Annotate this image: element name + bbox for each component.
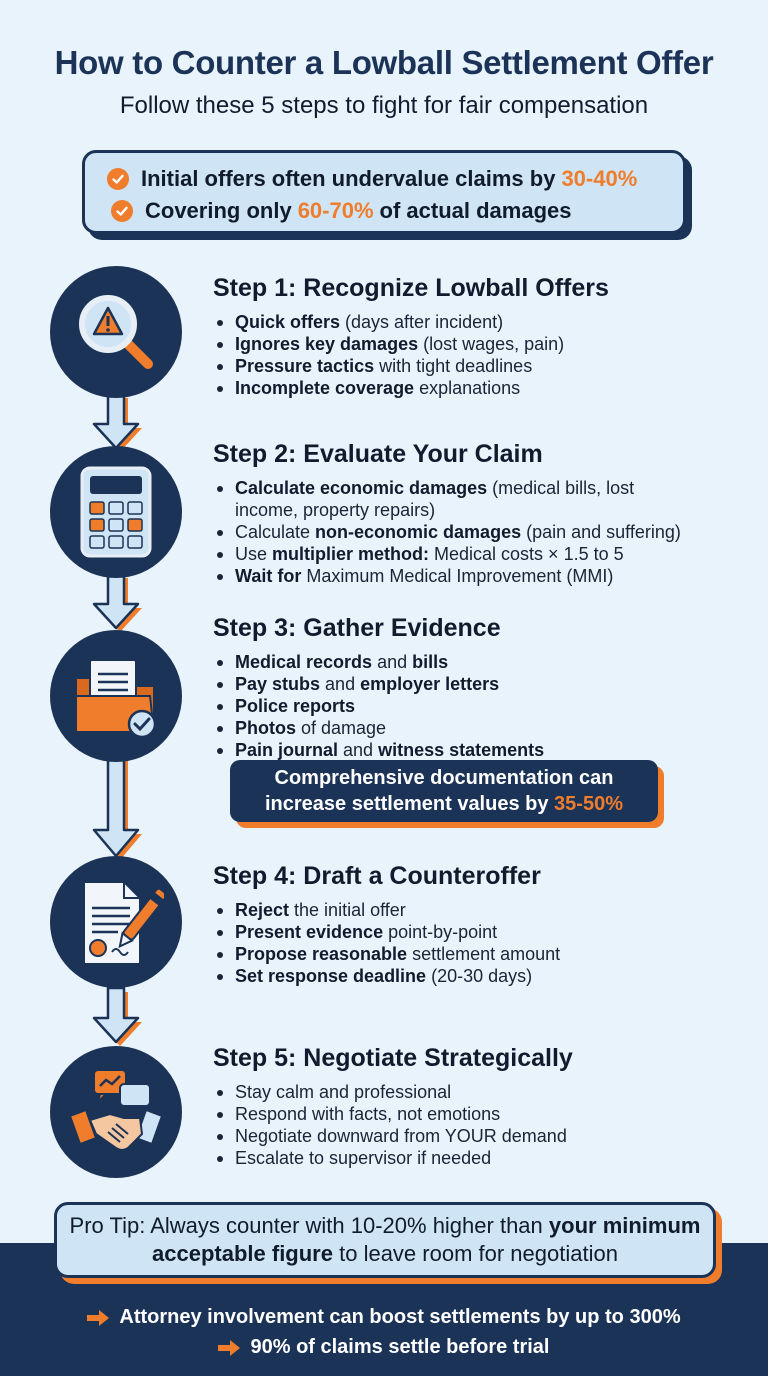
step-2-icon-circle	[50, 446, 182, 578]
step-4	[213, 862, 753, 987]
list-item: Use multiplier method: Medical costs × 1.5 to 5	[213, 543, 753, 565]
stat-line	[107, 195, 683, 227]
down-arrow-icon	[86, 570, 146, 634]
down-arrow-icon	[86, 752, 146, 862]
stat-line	[107, 163, 683, 195]
contract-pen-icon	[68, 874, 164, 970]
step-4-icon-circle	[50, 856, 182, 988]
step-3-icon-circle	[50, 630, 182, 762]
step-title: Step 2: Evaluate Your Claim	[213, 440, 543, 468]
calculator-icon	[76, 464, 156, 560]
step-title: Step 1: Recognize Lowball Offers	[213, 274, 609, 302]
stat-text: Covering only	[145, 198, 292, 223]
list-item: Incomplete coverage explanations	[213, 377, 753, 399]
right-arrow-icon	[87, 1310, 109, 1326]
list-item: Medical records and bills	[213, 651, 753, 673]
documentation-callout: Comprehensive documentation can increase settlement values by 35-50%	[230, 760, 658, 822]
stat-text: Initial offers often undervalue claims by	[141, 166, 556, 191]
list-item: Respond with facts, not emotions	[213, 1103, 753, 1125]
list-item: Wait for Maximum Medical Improvement (MMI)	[213, 565, 753, 587]
list-item: Present evidence point-by-point	[213, 921, 753, 943]
down-arrow-icon	[86, 390, 146, 454]
list-item: Pressure tactics with tight deadlines	[213, 355, 753, 377]
page-subtitle: Follow these 5 steps to fight for fair compensation	[119, 92, 649, 119]
statistics-box	[82, 150, 686, 234]
list-item: Pain journal and witness statements	[213, 739, 753, 761]
page-title: How to Counter a Lowball Settlement Offer	[54, 44, 714, 81]
footer-stat: Attorney involvement can boost settlements by up to 300%	[0, 1306, 768, 1329]
step-5	[213, 1044, 753, 1169]
list-item: Pay stubs and employer letters	[213, 673, 753, 695]
step-title: Step 4: Draft a Counteroffer	[213, 862, 541, 890]
step-3	[213, 614, 753, 761]
stat-text: of actual damages	[379, 198, 572, 223]
check-icon	[111, 200, 133, 222]
list-item: Ignores key damages (lost wages, pain)	[213, 333, 753, 355]
list-item: Propose reasonable settlement amount	[213, 943, 753, 965]
list-item: Reject the initial offer	[213, 899, 753, 921]
list-item: Set response deadline (20-30 days)	[213, 965, 753, 987]
list-item: Calculate non-economic damages (pain and suffering)	[213, 521, 753, 543]
check-icon	[107, 168, 129, 190]
magnifier-warning-icon	[68, 284, 164, 380]
step-2	[213, 440, 753, 587]
list-item: Calculate economic damages (medical bills, lost income, property repairs)	[213, 477, 683, 521]
list-item: Quick offers (days after incident)	[213, 311, 753, 333]
list-item: Police reports	[213, 695, 753, 717]
stat-highlight: 60-70%	[297, 198, 374, 223]
handshake-chat-icon	[66, 1064, 166, 1160]
list-item: Photos of damage	[213, 717, 753, 739]
step-1	[213, 274, 753, 399]
step-5-icon-circle	[50, 1046, 182, 1178]
document-folder-icon	[68, 648, 164, 744]
footer-stat: 90% of claims settle before trial	[0, 1336, 768, 1359]
down-arrow-icon	[86, 984, 146, 1048]
step-title: Step 3: Gather Evidence	[213, 614, 501, 642]
list-item: Stay calm and professional	[213, 1081, 753, 1103]
stat-highlight: 30-40%	[561, 166, 638, 191]
step-title: Step 5: Negotiate Strategically	[213, 1044, 573, 1072]
step-1-icon-circle	[50, 266, 182, 398]
pro-tip-box: Pro Tip: Always counter with 10-20% higher than your minimum acceptable figure to leave room for negotiation	[54, 1202, 716, 1278]
right-arrow-icon	[218, 1340, 240, 1356]
list-item: Escalate to supervisor if needed	[213, 1147, 753, 1169]
list-item: Negotiate downward from YOUR demand	[213, 1125, 753, 1147]
